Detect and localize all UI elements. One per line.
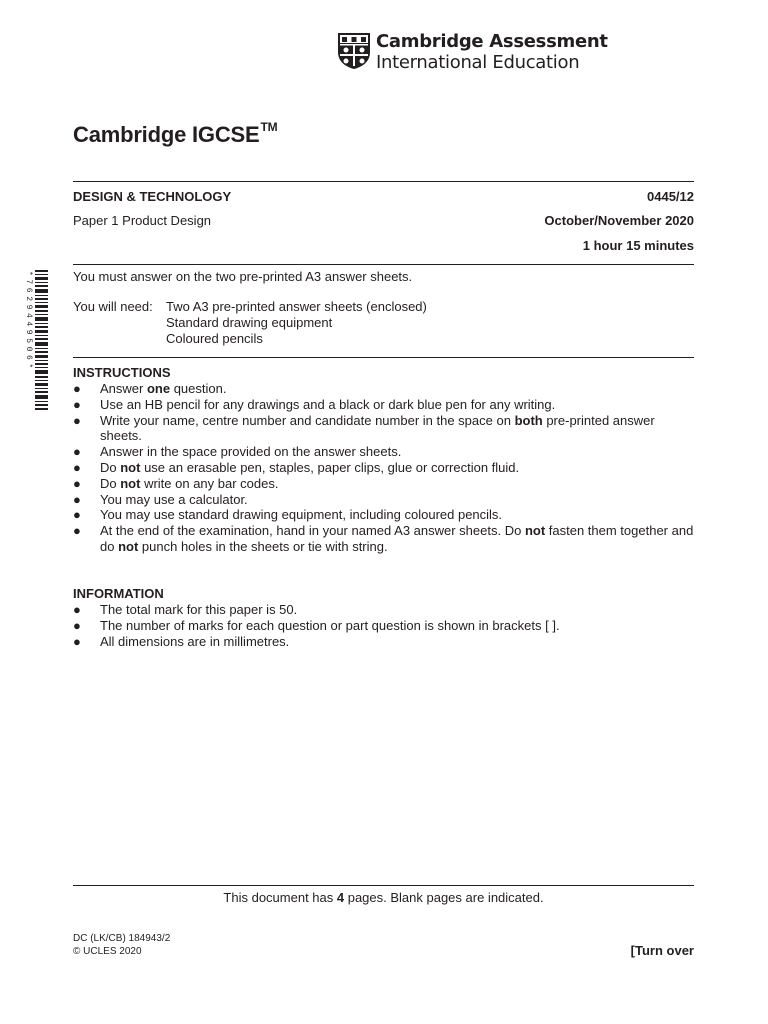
list-item: ● Answer in the space provided on the answer sheets. [73,444,402,460]
qualification-name: Cambridge IGCSE [73,122,260,147]
need-item: Two A3 pre-printed answer sheets (enclosed) [166,299,427,314]
bullet: ● [73,507,81,523]
bullet: ● [73,459,81,475]
exam-session: October/November 2020 [544,213,694,228]
trademark-symbol: TM [260,119,278,134]
bullet: ● [73,396,81,412]
list-item: ● All dimensions are in millimetres. [73,633,290,649]
bullet: ● [73,523,81,539]
page-count-note: This document has 4 pages. Blank pages are indicated. [223,890,544,905]
list-item: ● Write your name, centre number and candidate number in the space on both pre-printed answer sheets. [73,412,655,444]
bullet: ● [73,617,81,633]
divider-top [73,181,694,182]
turn-over-label: [Turn over [630,943,694,958]
exam-duration: 1 hour 15 minutes [582,238,694,253]
bullet: ● [73,444,81,460]
list-item: ● At the end of the examination, hand in your named A3 answer sheets. Do not fasten them together and do not punch holes in the sheets or tie with string. [73,523,694,554]
cambridge-crest-icon [337,32,371,70]
instructions-heading: INSTRUCTIONS [73,365,171,380]
list-item: ● You may use standard drawing equipment, including coloured pencils. [73,507,503,523]
qualification-title [73,119,278,148]
copyright: © UCLES 2020 [73,946,142,957]
bullet: ● [73,491,81,507]
subject-title: DESIGN & TECHNOLOGY [73,189,232,204]
list-item: ● You may use a calculator. [73,491,248,507]
need-item: Coloured pencils [166,331,263,346]
bullet: ● [73,602,81,617]
bullet: ● [73,475,81,491]
instructions-list [73,381,694,555]
bullet: ● [73,633,81,649]
bullet: ● [73,412,81,428]
organisation-logo-text [376,31,608,73]
divider-3 [73,357,694,358]
paper-name: Paper 1 Product Design [73,213,212,228]
list-item: ● The number of marks for each question or part question is shown in brackets [ ]. [73,617,560,633]
need-label: You will need: [73,299,153,314]
information-list [73,602,694,649]
bullet: ● [73,381,81,396]
list-item: ● The total mark for this paper is 50. [73,602,298,617]
list-item: ● Do not use an erasable pen, staples, paper clips, glue or correction fluid. [73,459,520,475]
information-heading: INFORMATION [73,586,164,601]
paper-code: 0445/12 [647,189,694,204]
barcode-digits: *7629449506* [24,271,33,372]
list-item: ● Answer one question. [73,381,227,396]
barcode-number [24,271,34,409]
document-code: DC (LK/CB) 184943/2 [73,933,171,944]
divider-footer [73,885,694,886]
need-item: Standard drawing equipment [166,315,333,330]
logo-line-1: Cambridge Assessment [376,31,608,52]
logo-line-2: International Education [376,52,580,73]
answer-note: You must answer on the two pre-printed A3 answer sheets. [73,269,413,284]
list-item: ● Use an HB pencil for any drawings and a black or dark blue pen for any writing. [73,396,556,412]
divider-2 [73,264,694,265]
list-item: ● Do not write on any bar codes. [73,475,279,491]
